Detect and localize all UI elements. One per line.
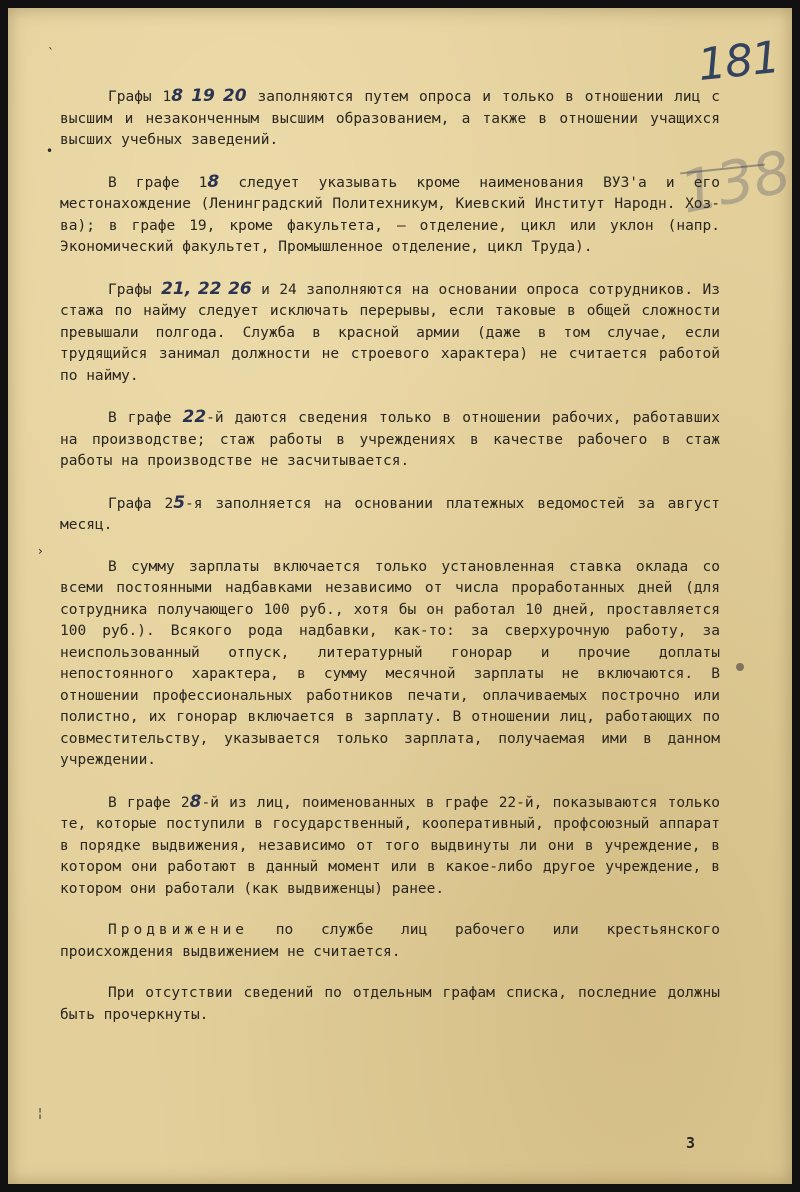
paragraph-text: -я заполняется на основании платежных ведомостей за август месяц. (60, 495, 721, 533)
paragraph-3 (60, 279, 720, 388)
paragraph-text: -й из лиц, поименованных в графе 22-й, показываются только те, которые поступили в государственный, кооперативный, профсоюзный аппарат в порядке выдвижения, независимо от того выдвинуты ли они в учреждение, в котором они работают в данный момент или в какое-либо другое учреждение, в котором они работали (как выдвиженцы) ранее. (60, 794, 720, 897)
paragraph-4 (60, 407, 720, 473)
paragraph-text: по службе лиц рабочего или крестьянского происхождения выдвижением не считается. (60, 922, 720, 960)
handwritten-insert: 8 (189, 791, 202, 812)
paragraph-lead: В графе 1 (108, 174, 208, 191)
handwritten-insert: 22 (182, 407, 207, 427)
paragraph-1 (60, 86, 720, 152)
paragraph-text: При отсутствии сведений по отдельным графам списка, последние должны быть прочеркнуты. (60, 985, 720, 1023)
paragraph-lead: Продвижение (108, 922, 249, 938)
document-body (60, 86, 720, 1026)
page-number: 3 (686, 1134, 696, 1152)
paragraph-lead: В графе (108, 410, 172, 426)
folio-number: 181 (695, 31, 782, 92)
paragraph-text: заполняются путем опроса и только в отношении лиц с высшим и незаконченным высшим образованием, а также в отношении учащихся высших учебных заведений. (60, 89, 721, 148)
paragraph-lead: Графы 1 (108, 89, 172, 105)
paragraph-5 (60, 493, 720, 537)
paragraph-6 (60, 557, 720, 772)
paragraph-text: следует указывать кроме наименования ВУЗ'а и его местонахождение (Ленинградский Политехникум, Киевский Институт Народн. Хоз-ва); в графе 19, кроме факультета, — отделение, цикл или уклон (напр. Экономический факультет, Промышленное отделение, цикл Труда). (60, 174, 720, 255)
document-sheet (8, 8, 797, 1184)
margin-mark: › (38, 544, 43, 558)
paragraph-9 (60, 983, 720, 1026)
paragraph-8 (60, 920, 720, 963)
handwritten-insert: 8 (207, 171, 220, 192)
handwritten-insert: 5 (173, 492, 186, 513)
margin-mark: • (46, 144, 54, 158)
paragraph-text: -й даются сведения только в отношении рабочих, работавших на производстве; стаж работы в учреждениях в качестве рабочего в стаж работы на производстве не засчитывается. (60, 410, 721, 469)
paragraph-lead: В графе 2 (108, 794, 190, 811)
paragraph-lead: Графа 2 (108, 495, 174, 512)
margin-mark: ¦ (38, 1106, 43, 1120)
paragraph-2 (60, 172, 720, 259)
paragraph-lead: Графы (108, 281, 152, 298)
handwritten-insert: 21, 22 26 (161, 278, 252, 299)
ink-stain (736, 663, 744, 671)
paragraph-text: В сумму зарплаты включается только установленная ставка оклада со всеми постоянными надбавками независимо от числа проработанных дней (для сотрудника получающего 100 руб., хотя бы он работал 10 дней, проставляется 100 руб.). Всякого рода надбавки, как-то: за сверхурочную работу, за неиспользованный отпуск, литературный гонорар и прочие доплаты непостоянного характера, в сумму месячной зарплаты не включаются. В отношении профессиональных работников печати, оплачиваемых построчно или полистно, их гонорар включается в зарплату. В отношении лиц, работающих по совместительству, указывается только зарплата, получаемая ими в данном учреждении. (60, 558, 720, 768)
faint-folio-number: 138 (674, 137, 797, 227)
handwritten-insert: 8 19 20 (171, 86, 247, 106)
paragraph-7 (60, 792, 720, 901)
margin-mark: ˋ (48, 46, 54, 60)
paragraph-text: и 24 заполняются на основании опроса сотрудников. Из стажа по найму следует исключать перерывы, если таковые в общей сложности превышали полгода. Служба в красной армии (даже в том случае, если трудящийся занимал должности не строевого характера) не считается работой по найму. (60, 281, 720, 384)
